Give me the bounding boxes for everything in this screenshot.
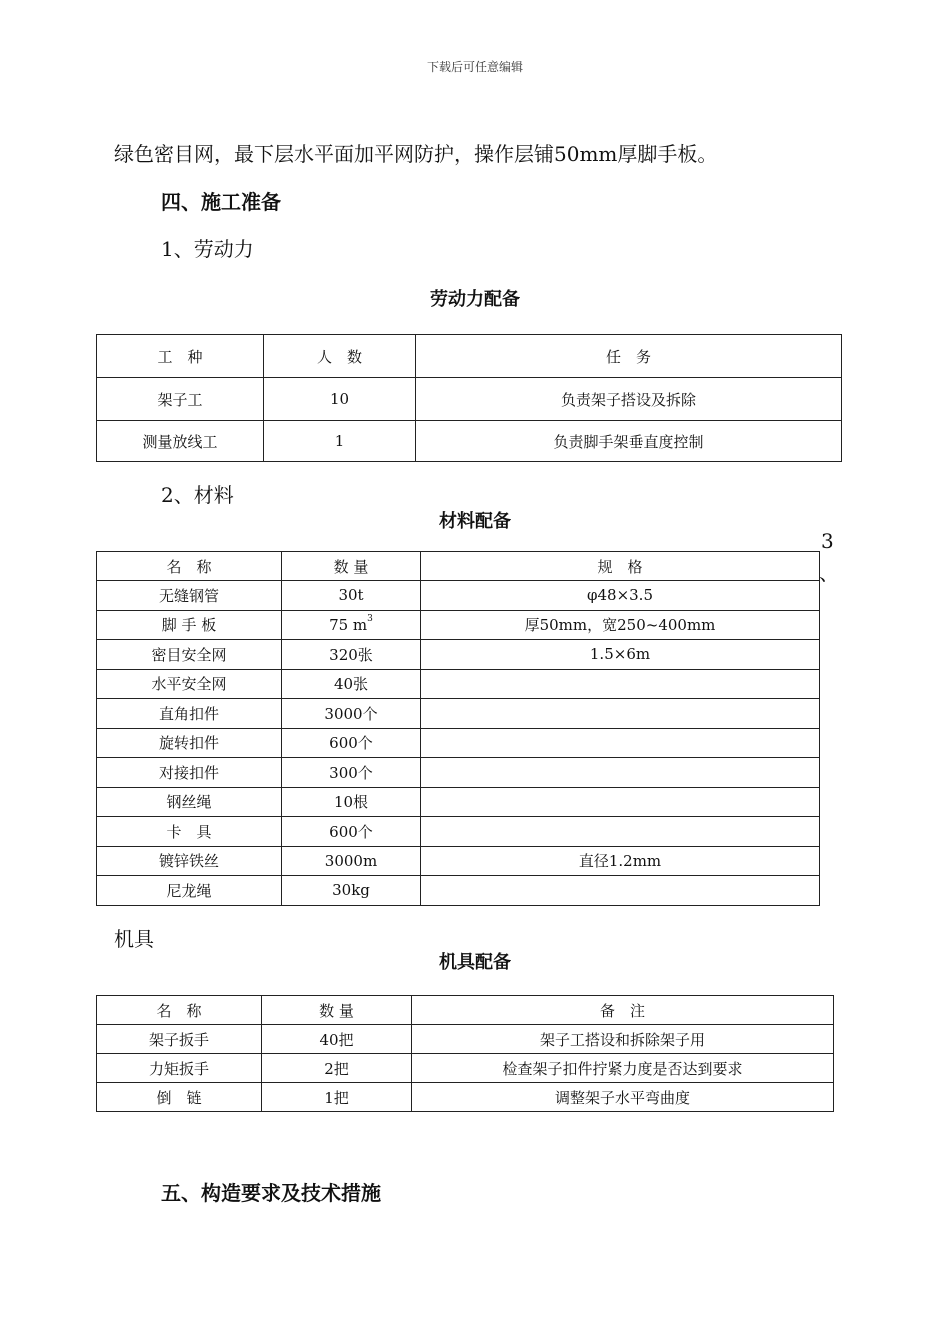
tools-header-note: 备 注 (412, 996, 834, 1025)
table-row (97, 846, 820, 876)
materials-cell-qty (282, 787, 421, 817)
materials-table-caption: 材料配备 (439, 511, 511, 532)
materials-cell-spec (421, 787, 820, 817)
materials-cell-qty (282, 728, 421, 758)
materials-cell-spec: 厚50mm，宽250~400mm (421, 610, 820, 640)
materials-cell-qty (282, 581, 421, 611)
materials-table-header-row (97, 552, 820, 581)
table-row (97, 1083, 834, 1112)
labor-cell-task: 负责架子搭设及拆除 (416, 378, 842, 421)
table-row (97, 669, 820, 699)
labor-cell-trade: 测量放线工 (97, 421, 264, 462)
labor-table (96, 334, 842, 462)
materials-cell-qty (282, 669, 421, 699)
materials-qty-value: 320张 (329, 645, 373, 664)
materials-cell-qty (282, 817, 421, 847)
labor-cell-trade: 架子工 (97, 378, 264, 421)
page-header-note: 下载后可任意编辑 (426, 60, 523, 74)
materials-qty-value: 3000m (324, 851, 378, 870)
labor-cell-count: 10 (264, 378, 416, 421)
tools-cell-note: 调整架子水平弯曲度 (412, 1083, 834, 1112)
table-row (97, 581, 820, 611)
materials-cell-name: 对接扣件 (97, 758, 282, 788)
intro-paragraph: 绿色密目网，最下层水平面加平网防护，操作层铺50mm厚脚手板。 (114, 142, 718, 166)
table-row (97, 876, 820, 906)
materials-cell-qty (282, 699, 421, 729)
tools-cell-name: 力矩扳手 (97, 1054, 262, 1083)
materials-cell-spec: φ48×3.5 (421, 581, 820, 611)
table-row (97, 787, 820, 817)
materials-cell-spec (421, 817, 820, 847)
materials-header-name: 名 称 (97, 552, 282, 581)
labor-header-count: 人 数 (264, 335, 416, 378)
materials-qty-value: 30t (338, 586, 364, 605)
materials-qty-value: 10根 (333, 793, 369, 812)
materials-cell-qty (282, 610, 421, 640)
materials-cell-spec (421, 876, 820, 906)
subsection-labor-title: 1、劳动力 (161, 237, 254, 261)
table-row (97, 610, 820, 640)
labor-cell-task: 负责脚手架垂直度控制 (416, 421, 842, 462)
materials-cell-name: 旋转扣件 (97, 728, 282, 758)
table-row (97, 378, 842, 421)
materials-cell-spec (421, 728, 820, 758)
tools-cell-name: 架子扳手 (97, 1025, 262, 1054)
materials-cell-name: 镀锌铁丝 (97, 846, 282, 876)
materials-cell-spec (421, 669, 820, 699)
materials-cell-qty (282, 640, 421, 670)
labor-table-header-row (97, 335, 842, 378)
materials-cell-spec: 1.5×6m (421, 640, 820, 670)
table-row (97, 699, 820, 729)
tools-cell-qty: 1把 (262, 1083, 412, 1112)
tools-cell-note: 架子工搭设和拆除架子用 (412, 1025, 834, 1054)
table-row (97, 728, 820, 758)
tools-table-header-row (97, 996, 834, 1025)
materials-header-spec: 规 格 (421, 552, 820, 581)
table-row (97, 421, 842, 462)
subsection-materials-title: 2、材料 (161, 483, 234, 507)
tools-cell-qty: 2把 (262, 1054, 412, 1083)
materials-cell-qty (282, 758, 421, 788)
materials-cell-spec: 直径1.2mm (421, 846, 820, 876)
materials-cell-name: 尼龙绳 (97, 876, 282, 906)
section-4-title: 四、施工准备 (161, 190, 281, 214)
materials-qty-value: 40张 (333, 675, 369, 694)
materials-cell-name: 脚 手 板 (97, 610, 282, 640)
labor-header-task: 任 务 (416, 335, 842, 378)
subsection-tools-title: 机具 (114, 927, 154, 951)
tools-header-name: 名 称 (97, 996, 262, 1025)
materials-qty-value: 300个 (329, 763, 373, 782)
table-row (97, 758, 820, 788)
materials-cell-name: 钢丝绳 (97, 787, 282, 817)
materials-qty-value: 600个 (329, 734, 373, 753)
tools-table-caption: 机具配备 (439, 952, 511, 973)
tools-table (96, 995, 834, 1112)
labor-header-trade: 工 种 (97, 335, 264, 378)
materials-cell-spec (421, 758, 820, 788)
materials-cell-name: 无缝钢管 (97, 581, 282, 611)
table-row (97, 1054, 834, 1083)
materials-header-qty: 数 量 (282, 552, 421, 581)
materials-qty-value: 600个 (329, 822, 373, 841)
table-row (97, 1025, 834, 1054)
materials-table (96, 551, 820, 906)
materials-cell-spec (421, 699, 820, 729)
tools-cell-name: 倒 链 (97, 1083, 262, 1112)
materials-qty-value: 30kg (332, 881, 370, 900)
labor-table-caption: 劳动力配备 (430, 289, 520, 310)
materials-cell-qty (282, 846, 421, 876)
section-5-title: 五、构造要求及技术措施 (161, 1181, 381, 1205)
materials-cell-name: 密目安全网 (97, 640, 282, 670)
stray-number: 3 (821, 529, 834, 553)
tools-cell-qty: 40把 (262, 1025, 412, 1054)
materials-cell-name: 直角扣件 (97, 699, 282, 729)
labor-cell-count: 1 (264, 421, 416, 462)
tools-header-qty: 数 量 (262, 996, 412, 1025)
materials-qty-value: 75 m (329, 615, 368, 634)
materials-cell-qty (282, 876, 421, 906)
materials-qty-unit-superscript: 3 (367, 613, 373, 624)
stray-punctuation: 、 (819, 561, 839, 585)
tools-cell-note: 检查架子扣件拧紧力度是否达到要求 (412, 1054, 834, 1083)
materials-cell-name: 卡 具 (97, 817, 282, 847)
materials-qty-value: 3000个 (324, 704, 378, 723)
table-row (97, 817, 820, 847)
table-row (97, 640, 820, 670)
materials-cell-name: 水平安全网 (97, 669, 282, 699)
